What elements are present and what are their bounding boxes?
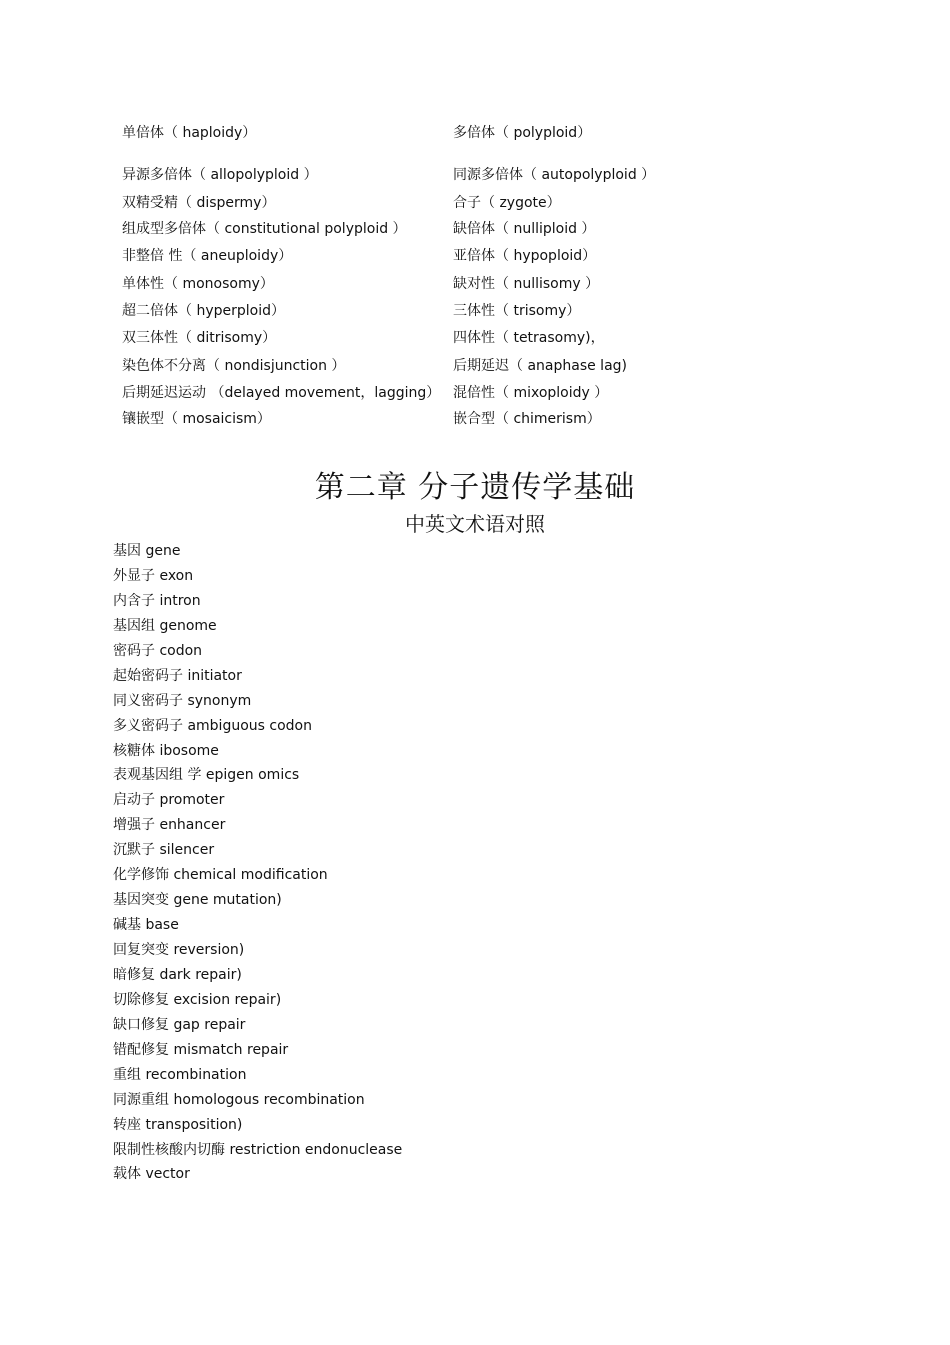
term-right: 混倍性（ mixoploidy ） <box>453 385 609 401</box>
term-right: 多倍体（ polyploid） <box>453 125 592 141</box>
list-item: 外显子 exon <box>113 567 194 584</box>
list-item: 碱基 base <box>113 917 179 934</box>
term-left: 异源多倍体（ allopolyploid ） <box>122 167 318 183</box>
list-item: 切除修复 excision repair) <box>113 991 282 1008</box>
term-pair-row <box>122 245 822 267</box>
list-item: 载体 vector <box>113 1166 190 1183</box>
list-item: 密码子 codon <box>113 642 203 659</box>
list-item: 沉默子 silencer <box>113 842 215 859</box>
chapter-title: 第二章 分子遗传学基础 <box>314 470 636 506</box>
list-item: 启动子 promoter <box>113 792 225 809</box>
term-pair-row <box>122 192 822 214</box>
section-subtitle: 中英文术语对照 <box>405 512 545 536</box>
list-item: 缺口修复 gap repair <box>113 1016 246 1033</box>
list-item: 基因突变 gene mutation) <box>113 892 282 909</box>
term-right: 后期延迟（ anaphase lag) <box>453 358 627 374</box>
list-item: 基因 gene <box>113 543 181 559</box>
list-item: 内含子 intron <box>113 592 201 609</box>
list-item: 重组 recombination <box>113 1066 247 1083</box>
term-right: 缺对性（ nullisomy ） <box>453 276 600 292</box>
list-item: 转座 transposition) <box>113 1116 243 1133</box>
term-left: 双精受精（ dispermy） <box>122 195 276 211</box>
list-item: 核糖体 ibosome <box>113 742 219 759</box>
term-right: 缺倍体（ nulliploid ） <box>453 221 596 237</box>
term-pair-row <box>122 382 822 404</box>
list-item: 同源重组 homologous recombination <box>113 1091 365 1108</box>
term-pair-row <box>122 327 822 349</box>
list-item: 暗修复 dark repair) <box>113 966 242 983</box>
term-right: 合子（ zygote） <box>453 195 561 211</box>
list-item: 多义密码子 ambiguous codon <box>113 717 312 734</box>
list-item: 错配修复 mismatch repair <box>113 1041 289 1058</box>
term-pair-row <box>122 164 822 186</box>
term-right: 四体性（ tetrasomy)， <box>453 330 605 346</box>
term-right: 嵌合型（ chimerism） <box>453 411 601 427</box>
term-left: 染色体不分离（ nondisjunction ） <box>122 358 346 374</box>
term-pair-row <box>122 273 822 295</box>
list-item: 表观基因组 学 epigen omics <box>113 767 300 784</box>
term-left: 镶嵌型（ mosaicism） <box>122 411 271 427</box>
list-item: 同义密码子 synonym <box>113 692 252 709</box>
term-left: 双三体性（ ditrisomy） <box>122 330 277 346</box>
term-left: 单体性（ monosomy） <box>122 276 274 292</box>
term-pair-row <box>122 300 822 322</box>
term-left: 单倍体（ haploidy） <box>122 125 257 141</box>
list-item: 限制性核酸内切酶 restriction endonuclease <box>113 1141 403 1158</box>
term-pair-row <box>122 355 822 377</box>
list-item: 化学修饰 chemical modification <box>113 867 328 884</box>
term-left: 组成型多倍体（ constitutional polyploid ） <box>122 221 407 237</box>
term-right: 三体性（ trisomy） <box>453 303 581 319</box>
list-item: 回复突变 reversion) <box>113 942 245 958</box>
list-item: 基因组 genome <box>113 617 217 634</box>
list-item: 起始密码子 initiator <box>113 667 242 684</box>
term-left: 超二倍体（ hyperploid） <box>122 303 285 319</box>
term-list <box>113 539 402 1187</box>
term-left: 后期延迟运动 （delayed movement，lagging） <box>122 385 441 401</box>
term-left: 非整倍 性（ aneuploidy） <box>122 248 293 264</box>
list-item: 增强子 enhancer <box>113 817 226 834</box>
term-right: 亚倍体（ hypoploid） <box>453 248 597 264</box>
term-right: 同源多倍体（ autopolyploid ） <box>453 167 656 183</box>
term-pair-row <box>122 122 822 144</box>
term-pair-row <box>122 218 822 240</box>
term-pair-row <box>122 408 822 430</box>
